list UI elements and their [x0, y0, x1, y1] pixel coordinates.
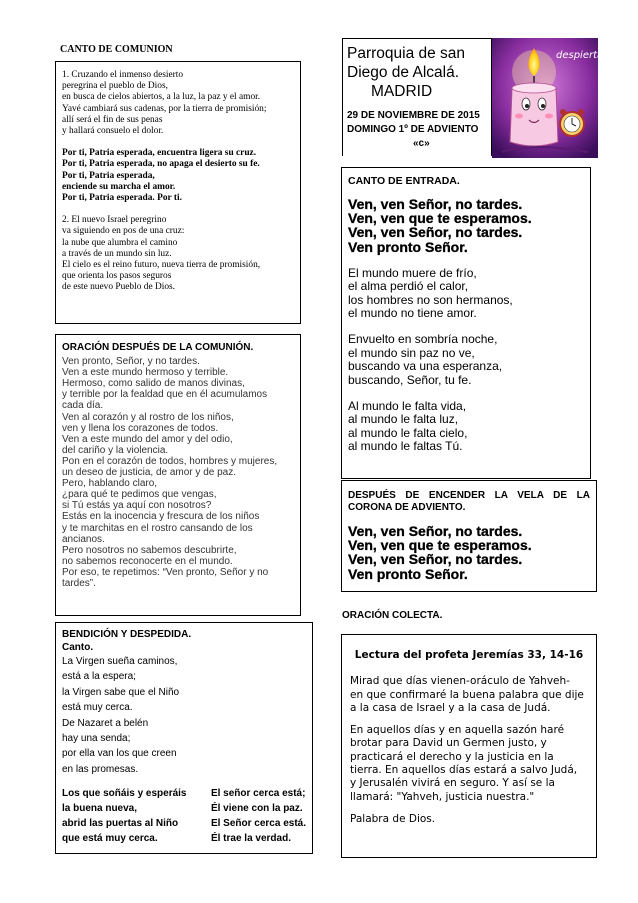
- text-line: enciende su marcha el amor.: [62, 181, 176, 192]
- parish-name-line: Diego de Alcalá.: [347, 64, 460, 81]
- text-line: de este nuevo Pueblo de Dios.: [62, 282, 175, 293]
- text-line: del cariño y la violencia.: [62, 444, 169, 456]
- text-line: Al mundo le falta vida,: [348, 399, 467, 414]
- text-line: Él trae la verdad.: [210, 833, 291, 845]
- lectura-box: [341, 634, 597, 858]
- candle-image-word: despierta: [556, 50, 604, 61]
- text-line: hay una senda;: [62, 733, 131, 745]
- text-line: 1. Cruzando el inmenso desierto: [62, 70, 184, 80]
- text-line: 2. El nuevo Israel peregrino: [62, 215, 167, 226]
- text-line: buscando va una esperanza,: [348, 359, 503, 374]
- parish-name: [347, 44, 491, 101]
- bendicion-stanza: [62, 654, 306, 777]
- despues-vela-title-line: CORONA DE ADVIENTO.: [348, 502, 466, 513]
- canto-entrada-stanza-3: [348, 400, 590, 454]
- text-line: En aquellos días y en aquella sazón haré: [350, 724, 565, 737]
- text-line: por ella van los que creen: [62, 748, 177, 760]
- text-line: buscando, Señor, tu fe.: [348, 372, 472, 387]
- text-line: los hombres no son hermanos,: [348, 292, 513, 307]
- text-line: no sabemos reconocerte en el mundo.: [62, 555, 233, 567]
- text-line: Por ti, Patria esperada,: [62, 170, 155, 181]
- oracion-despues-box: [55, 334, 301, 616]
- text-line: El Señor cerca está.: [210, 818, 306, 830]
- text-line: Mirad que días vienen-oráculo de Yahveh-: [350, 675, 570, 688]
- text-line: El mundo muere de frío,: [348, 265, 477, 280]
- text-line: ancianos.: [62, 533, 105, 545]
- text-line: Pero, hablando claro,: [62, 478, 158, 490]
- bendicion-chorus-right: [211, 786, 306, 846]
- canto-comunion-chorus: [62, 148, 294, 204]
- canto-comunion-title: CANTO DE COMUNION: [60, 44, 173, 55]
- text-line: está a la espera;: [62, 671, 136, 683]
- text-line: Palabra de Dios.: [350, 812, 436, 825]
- candle-illustration: [492, 38, 604, 158]
- text-line: el alma perdió el calor,: [348, 279, 469, 294]
- text-line: ven y llena los corazones de todos.: [62, 422, 219, 434]
- bendicion-subtitle: Canto.: [62, 642, 94, 653]
- oracion-despues-text: [62, 356, 294, 589]
- text-line: Ven a este mundo hermoso y terrible.: [62, 367, 229, 379]
- text-line: Estás en la inocencia y frescura de los niños: [62, 511, 260, 523]
- canto-comunion-box: [55, 61, 301, 324]
- text-line: un deseo de justicia, de amor y de paz.: [62, 467, 236, 479]
- text-line: a la casa de Israel y a la casa de Judá.: [350, 701, 551, 714]
- text-line: al mundo le falta cielo,: [348, 425, 468, 440]
- text-line: que orienta los pasos seguros: [62, 271, 172, 282]
- text-line: está muy cerca.: [62, 702, 133, 714]
- refrain-line: Ven pronto Señor.: [348, 565, 468, 582]
- text-line: al mundo le faltas Tú.: [348, 439, 463, 454]
- text-line: tierra. En aquellos días estará a salvo Judá,: [350, 764, 578, 777]
- text-line: peregrina el pueblo de Dios,: [62, 81, 168, 92]
- text-line: y te marchitas en el rostro cansando de los: [62, 522, 253, 534]
- parish-date: 29 DE NOVIEMBRE DE 2015: [347, 110, 480, 121]
- refrain-line: Ven, ven Señor, no tardes.: [348, 224, 523, 241]
- text-line: El señor cerca está;: [210, 788, 306, 800]
- text-line: Él viene con la paz.: [210, 803, 303, 815]
- text-line: De Nazaret a belén: [62, 717, 149, 729]
- text-line: abrid las puertas al Niño: [62, 818, 179, 830]
- text-line: Los que soñáis y esperáis: [62, 788, 187, 800]
- parish-cycle: «c»: [413, 138, 430, 149]
- text-line: Por ti, Patria esperada, encuentra ligera su cruz.: [62, 148, 257, 159]
- text-line: la nube que alumbra el camino: [62, 237, 178, 248]
- text-line: ¿para qué te pedimos que vengas,: [62, 489, 217, 501]
- refrain-line: Ven, ven que te esperamos.: [348, 210, 532, 227]
- text-line: en que confirmaré la buena palabra que dije: [350, 688, 584, 701]
- text-line: y terrible por la fealdad que en él acumulamos: [62, 389, 268, 401]
- refrain-line: Ven pronto Señor.: [348, 238, 468, 255]
- text-line: allí será el fin de sus penas: [62, 114, 163, 125]
- bendicion-box: [55, 622, 313, 854]
- text-line: Envuelto en sombría noche,: [348, 332, 498, 347]
- lectura-paragraph-1: [350, 675, 588, 715]
- despues-vela-box: [341, 480, 597, 592]
- text-line: va siguiendo en pos de una cruz:: [62, 226, 185, 237]
- text-line: y Jerusalén vivirá en seguro. Y así se la: [350, 777, 555, 790]
- text-line: Por ti, Patria esperada, no apaga el desierto su fe.: [62, 159, 260, 170]
- text-line: Pero nosotros no sabemos descubrirte,: [62, 544, 237, 556]
- text-line: a través de un mundo sin luz.: [62, 248, 172, 259]
- bendicion-chorus: [62, 786, 306, 846]
- text-line: el mundo no tiene amor.: [348, 306, 477, 321]
- canto-entrada-refrain: [348, 197, 590, 254]
- refrain-line: Ven, ven Señor, no tardes.: [348, 196, 523, 212]
- text-line: brotar para David un Germen justo, y: [350, 737, 547, 750]
- canto-comunion-stanza-1: [62, 70, 294, 137]
- canto-entrada-title: CANTO DE ENTRADA.: [348, 175, 460, 187]
- text-line: la Virgen sabe que el Niño: [62, 686, 180, 698]
- text-line: Hermoso, como salido de manos divinas,: [62, 378, 245, 390]
- parish-name-line: Parroquia de san: [347, 45, 466, 62]
- text-line: que está muy cerca.: [62, 833, 158, 845]
- oracion-colecta-title: ORACIÓN COLECTA.: [342, 610, 443, 621]
- text-line: en las promesas.: [62, 763, 139, 775]
- text-line: practicará el derecho y la justicia en la: [350, 750, 554, 763]
- bendicion-chorus-left: [62, 786, 211, 846]
- despues-vela-refrain: [348, 524, 590, 581]
- text-line: Ven al corazón y al rostro de los niños,: [62, 411, 234, 423]
- oracion-despues-title: ORACIÓN DESPUÉS DE LA COMUNIÓN.: [62, 342, 254, 353]
- text-line: en busca de cielos abiertos, a la luz, la paz y el amor.: [62, 92, 261, 103]
- refrain-line: Ven, ven Señor, no tardes.: [348, 523, 523, 539]
- text-line: Yavé cambiará sus cadenas, por la tierra de promisión;: [62, 103, 267, 114]
- lectura-paragraph-3: [350, 813, 588, 826]
- parish-city: MADRID: [371, 83, 433, 100]
- text-line: La Virgen sueña caminos,: [62, 656, 178, 667]
- canto-entrada-stanza-1: [348, 267, 590, 321]
- text-line: la buena nueva,: [62, 803, 138, 815]
- parish-date-block: [347, 109, 491, 151]
- text-line: Ven pronto, Señor, y no tardes.: [62, 356, 200, 368]
- bendicion-title: BENDICIÓN Y DESPEDIDA.: [62, 629, 192, 640]
- text-line: cada día.: [62, 400, 104, 412]
- despues-vela-title: [348, 490, 590, 514]
- canto-comunion-stanza-2: [62, 215, 294, 293]
- text-line: el mundo sin paz no ve,: [348, 345, 475, 360]
- text-line: Ven a este mundo del amor y del odio,: [62, 433, 233, 445]
- text-line: llamará: "Yahveh, justicia nuestra.": [350, 790, 535, 803]
- despues-vela-title-line: DESPUÉS DE ENCENDER LA VELA DE LA: [348, 490, 590, 501]
- text-line: Por ti, Patria esperada. Por ti.: [62, 193, 182, 204]
- text-line: y hallará consuelo el dolor.: [62, 126, 164, 137]
- text-line: Pon en el corazón de todos, hombres y mujeres,: [62, 455, 278, 467]
- parish-sunday: DOMINGO 1º DE ADVIENTO: [347, 124, 479, 135]
- text-line: El cielo es el reino futuro, nueva tierra de promisión,: [62, 260, 261, 271]
- text-line: al mundo le falta luz,: [348, 412, 459, 427]
- canto-entrada-stanza-2: [348, 333, 590, 387]
- refrain-line: Ven, ven que te esperamos.: [348, 537, 532, 554]
- text-line: tardes”.: [62, 577, 96, 589]
- lectura-paragraph-2: [350, 724, 588, 804]
- advent-candle-image: [492, 38, 604, 158]
- lectura-title: Lectura del profeta Jeremías 33, 14-16: [354, 649, 584, 661]
- parish-header: [342, 38, 492, 156]
- canto-entrada-box: [341, 167, 591, 479]
- refrain-line: Ven, ven Señor, no tardes.: [348, 551, 523, 568]
- text-line: Por eso, te repetimos: “Ven pronto, Señor y no: [62, 566, 269, 578]
- text-line: si Tú estás ya aquí con nosotros?: [62, 500, 212, 512]
